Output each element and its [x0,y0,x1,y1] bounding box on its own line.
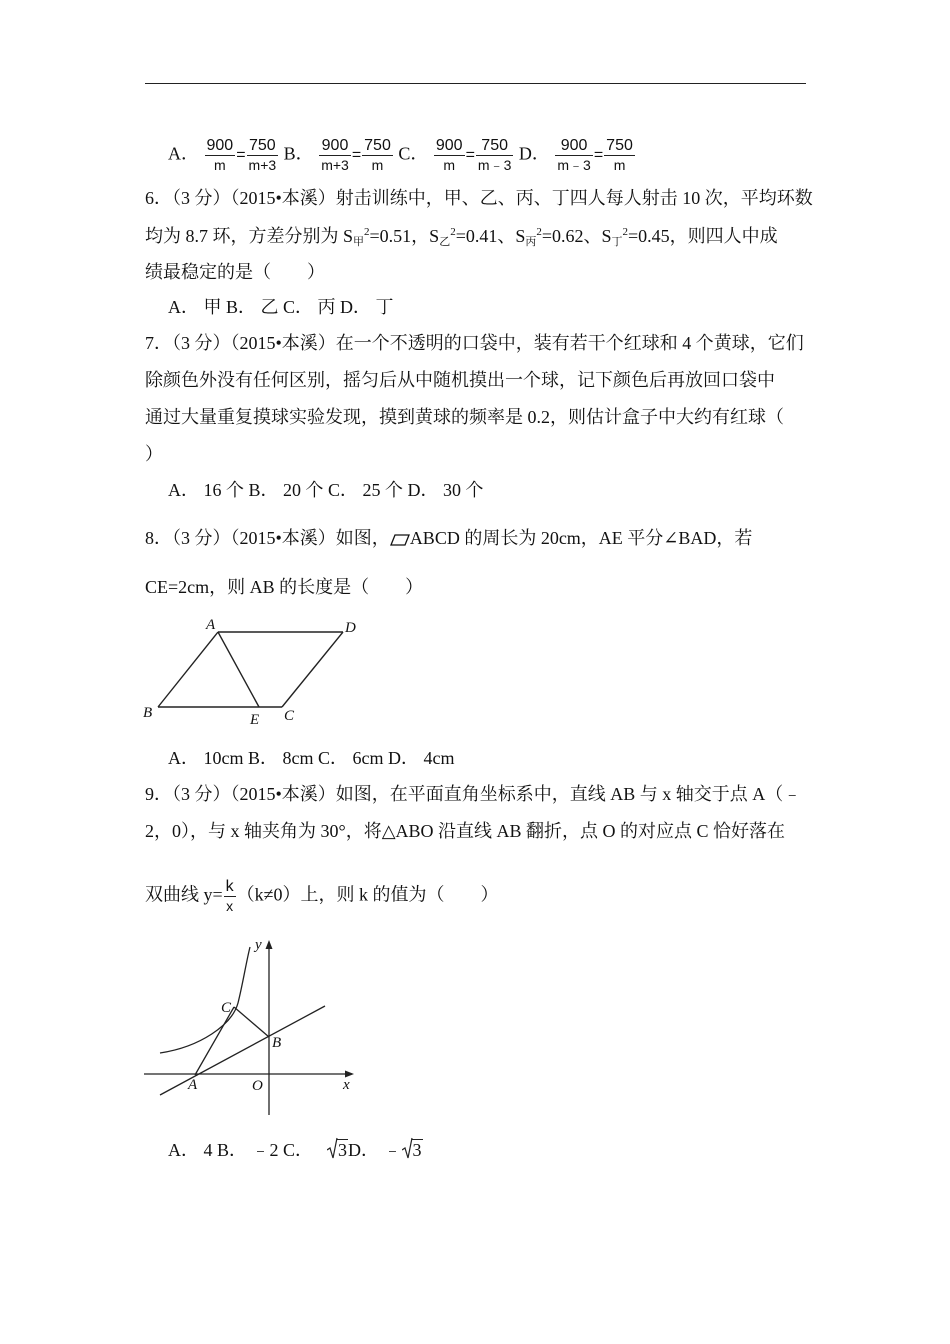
q9-label-x: x [343,1077,350,1093]
q8-parallelogram-figure [140,612,370,730]
q7-options: A． 16 个 B． 20 个 C． 25 个 D． 30 个 [168,480,484,500]
q8-label-d: D [345,620,356,636]
q8-label-c: C [284,708,295,724]
q8-label-b: B [143,705,153,721]
q5-b-right-fraction: $\frac{750}{m}$ [364,137,391,173]
q5-d-right-fraction: $\frac{750}{m}$ [606,137,633,173]
q7-line-1: 7．（3 分）（2015•本溪）在一个不透明的口袋中，装有若干个红球和 4 个黄球，它们 [145,333,804,353]
q9-label-y: y [255,937,262,953]
q6-line-2: 均为 8.7 环，方差分别为 S甲$^2$=0.51，S乙$^2$=0.41、S丙$^2$=0.62、S丁$^2$=0.45，则四人中成 [145,226,778,248]
sqrt-symbol-icon [402,1136,413,1160]
q5-option-b-label: B． [283,143,314,164]
q9-segment-cb [234,1007,269,1037]
q5-option-a-label: A． [168,143,199,164]
q8-label-e: E [250,712,260,728]
q9-label-a: A [188,1077,198,1093]
q9-line-1: 9．（3 分）（2015•本溪）如图，在平面直角坐标系中，直线 AB 与 x 轴交于点 A（﹣ [145,784,802,804]
q8-side-ba [158,632,218,707]
sqrt-symbol-icon [327,1136,338,1160]
q8-side-dc [282,632,343,707]
q9-hyperbola-fraction: $\frac{k}{x}$ [225,878,234,914]
q9-y-axis-arrow-icon [266,940,273,949]
q5-options: A． $\frac{900}{m}$ = $\frac{750}{m+3}$ B． $\frac{900}{m+3}$ = $\frac{750}{m}$ C． $\frac{900}{m}$ = $\frac{750}{m﹣3}$ D． $\frac{900}{m﹣3}$ = $\frac{750}{m}$ [168,137,633,173]
header-rule [145,83,806,84]
q5-c-right-fraction: $\frac{750}{m﹣3}$ [477,137,512,173]
q6-line-3: 绩最稳定的是（ ） [145,262,325,282]
q9-hyperbola-curve [160,947,250,1053]
q9-label-b: B [272,1035,282,1051]
q9-line-2: 2，0），与 x 轴夹角为 30°，将△ABO 沿直线 AB 翻折，点 O 的对应点 C 恰好落在 [145,821,786,841]
q5-option-c-label: C． [398,143,429,164]
q8-label-a: A [206,617,216,633]
q8-line-1: 8．（3 分）（2015•本溪）如图， ABCD 的周长为 20cm，AE 平分∠BAD，若 [145,528,753,548]
parallelogram-symbol-icon [390,534,410,546]
q9-label-o: O [252,1078,263,1094]
q5-option-d-label: D． [518,143,550,164]
q8-segment-ae [218,632,259,707]
q9-line-ab [160,1006,325,1095]
q8-line-2: CE=2cm，则 AB 的长度是（ ） [145,577,424,597]
q5-c-left-fraction: $\frac{900}{m}$ [435,137,463,173]
q5-d-left-fraction: $\frac{900}{m﹣3}$ [557,137,591,173]
q9-options: A． 4 B． ﹣2 C． 3D． ﹣ 3 [168,1138,423,1162]
q7-line-3: 通过大量重复摸球实验发现，摸到黄球的频率是 0.2，则估计盒子中大约有红球（ [145,407,784,427]
q5-b-left-fraction: $\frac{900}{m+3}$ [321,137,349,173]
q5-a-right-fraction: $\frac{750}{m+3}$ [248,137,277,173]
q7-line-2: 除颜色外没有任何区别，摇匀后从中随机摸出一个球，记下颜色后再放回口袋中 [145,370,775,390]
q6-options: A． 甲 B． 乙 C． 丙 D． 丁 [168,297,394,317]
q7-line-4: ） [145,444,163,464]
q9-option-c-sqrt: 3 [327,1138,348,1162]
q6-line-1: 6．（3 分）（2015•本溪）射击训练中，甲、乙、丙、丁四人每人射击 10 次，平均环数 [145,188,813,208]
q9-option-d-sqrt: 3 [402,1138,423,1162]
q9-label-c: C [221,1000,232,1016]
q9-coordinate-figure [140,935,370,1120]
q5-a-left-fraction: $\frac{900}{m}$ [206,137,234,173]
q9-line-3: 双曲线 y= $\frac{k}{x}$ （k≠0）上，则 k 的值为（ ） [145,878,499,914]
q8-options: A． 10cm B． 8cm C． 6cm D． 4cm [168,748,455,768]
